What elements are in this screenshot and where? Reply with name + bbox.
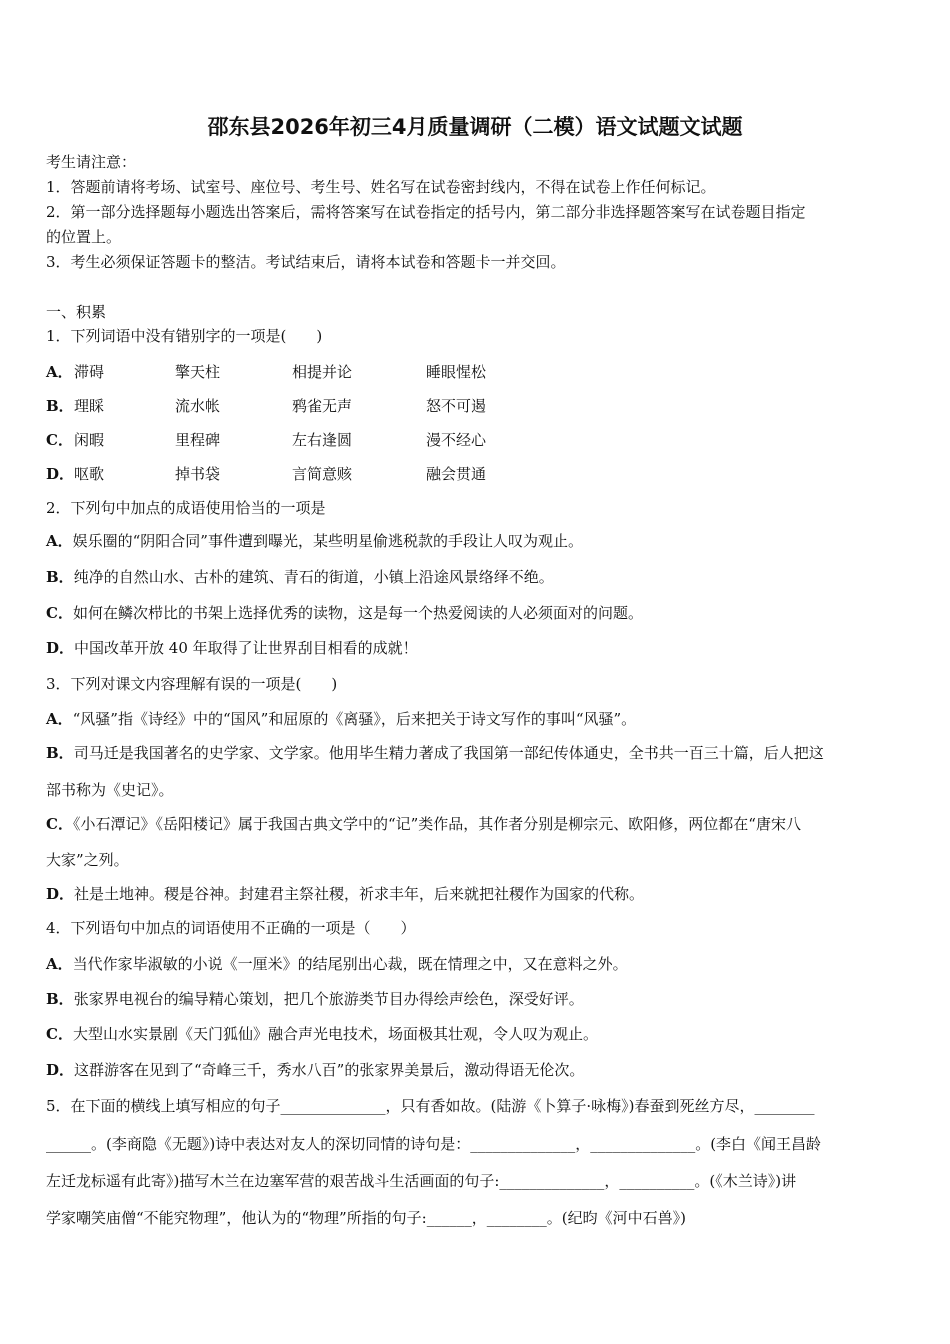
notice-item: 3．考生必须保证答题卡的整洁。考试结束后，请将本试卷和答题卡一并交回。 [46, 253, 566, 271]
option-word: 理睬 [74, 397, 105, 415]
q3-option-c [46, 814, 801, 834]
section-heading: 一、积累 [46, 303, 107, 321]
q2-option-c [46, 603, 643, 623]
notice-item: 1．答题前请将考场、试室号、座位号、考生号、姓名写在试卷密封线内，不得在试卷上作任何标记。 [46, 178, 716, 196]
option-word: 相提并论 [292, 363, 353, 381]
option-word: 漫不经心 [426, 431, 487, 449]
q2-option-d [46, 638, 418, 658]
option-label: C． [46, 604, 73, 622]
option-text: 这群游客在见到了“奇峰三千，秀水八百”的张家界美景后，激动得语无伦次。 [74, 1061, 585, 1079]
option-text: 当代作家毕淑敏的小说《一厘米》的结尾别出心裁，既在情理之中，又在意料之外。 [72, 955, 628, 973]
notice-item: 的位置上。 [46, 228, 122, 246]
question-stem: 4．下列语句中加点的词语使用不正确的一项是（ ） [46, 919, 416, 937]
question-stem: 1．下列词语中没有错别字的一项是( ) [46, 327, 323, 345]
option-label: A． [46, 710, 73, 728]
option-label: B． [46, 397, 74, 415]
option-word: 怒不可遏 [426, 397, 487, 415]
q3-option-d [46, 884, 644, 904]
q3-option-c-cont [46, 850, 129, 870]
option-label: A． [46, 532, 73, 550]
option-label: C． [46, 431, 73, 449]
option-label: A． [46, 955, 73, 973]
option-label: C． [46, 815, 73, 833]
q3-option-a [46, 709, 636, 729]
option-text: 纯净的自然山水、古朴的建筑、青石的街道，小镇上沿途风景络绎不绝。 [73, 568, 554, 586]
option-text: 大家”之列。 [46, 851, 129, 869]
option-word: 言简意赅 [292, 465, 353, 483]
notice-item: 2．第一部分选择题每小题选出答案后，需将答案写在试卷指定的括号内，第二部分非选择题答案写在试卷题目指定 [46, 203, 806, 221]
option-word: 擎天柱 [175, 363, 221, 381]
question-stem: 2．下列句中加点的成语使用恰当的一项是 [46, 499, 326, 517]
option-label: D． [46, 885, 75, 903]
question-5-line: 学家嘲笑庙僧“不能究物理”，他认为的“物理”所指的句子:______，________。(纪昀《河中石兽》) [46, 1209, 686, 1227]
option-label: D． [46, 1061, 75, 1079]
page-title: 邵东县2026年初三4月质量调研（二模）语文试题文试题 [207, 115, 743, 139]
option-word: 流水帐 [175, 397, 221, 415]
question-stem: 3．下列对课文内容理解有误的一项是( ) [46, 675, 338, 693]
option-label: D． [46, 639, 75, 657]
option-label: B． [46, 990, 74, 1008]
q4-option-c [46, 1024, 598, 1044]
option-text: 《小石潭记》《岳阳楼记》属于我国古典文学中的“记”类作品，其作者分别是柳宗元、欧阳修，两位都在“唐宋八 [72, 815, 801, 833]
option-word: 里程碑 [175, 431, 221, 449]
option-text: 张家界电视台的编导精心策划，把几个旅游类节目办得绘声绘色，深受好评。 [73, 990, 584, 1008]
q3-option-b [46, 743, 824, 763]
option-text: “风骚”指《诗经》中的“国风”和屈原的《离骚》，后来把关于诗文写作的事叫“风骚”。 [72, 710, 637, 728]
option-text: 社是土地神。稷是谷神。封建君主祭社稷，祈求丰年，后来就把社稷作为国家的代称。 [74, 885, 645, 903]
q3-option-b-cont [46, 780, 174, 800]
option-text: 娱乐圈的“阴阳合同”事件遭到曝光，某些明星偷逃税款的手段让人叹为观止。 [72, 532, 583, 550]
option-text: 如何在鳞次栉比的书架上选择优秀的读物，这是每一个热爱阅读的人必须面对的问题。 [72, 604, 643, 622]
option-word: 呕歌 [74, 465, 105, 483]
q4-option-d [46, 1060, 584, 1080]
option-word: 鸦雀无声 [292, 397, 353, 415]
q2-option-b [46, 567, 554, 587]
option-word: 睡眼惺松 [426, 363, 487, 381]
question-5-line: 左迁龙标遥有此寄》)描写木兰在边塞军营的艰苦战斗生活画面的句子:______________，__________。(《木兰诗》)讲 [46, 1172, 797, 1190]
option-word: 融会贯通 [426, 465, 487, 483]
q4-option-b [46, 989, 584, 1009]
option-text: 司马迁是我国著名的史学家、文学家。他用毕生精力著成了我国第一部纪传体通史，全书共一百三十篇，后人把这 [73, 744, 824, 762]
option-word: 滞碍 [74, 363, 105, 381]
notice-heading: 考生请注意： [46, 153, 137, 171]
q2-option-a [46, 531, 583, 551]
option-word: 左右逢圆 [292, 431, 353, 449]
option-label: B． [46, 568, 74, 586]
option-text: 大型山水实景剧《天门狐仙》融合声光电技术，场面极其壮观，令人叹为观止。 [72, 1025, 598, 1043]
option-text: 中国改革开放 40 年取得了让世界刮目相看的成就！ [74, 639, 418, 657]
option-label: D． [46, 465, 75, 483]
question-5-line: 5．在下面的横线上填写相应的句子______________，只有香如故。(陆游《卜算子·咏梅》)春蚕到死丝方尽，________ [46, 1097, 815, 1115]
option-label: B． [46, 744, 74, 762]
q4-option-a [46, 954, 628, 974]
question-5-line: ______。(李商隐《无题》)诗中表达对友人的深切同情的诗句是：______________，______________。(李白《闻王昌龄 [46, 1135, 822, 1153]
option-word: 闲暇 [74, 431, 105, 449]
option-label: C． [46, 1025, 73, 1043]
option-label: A． [46, 363, 73, 381]
option-word: 掉书袋 [175, 465, 221, 483]
option-text: 部书称为《史记》。 [46, 781, 174, 799]
